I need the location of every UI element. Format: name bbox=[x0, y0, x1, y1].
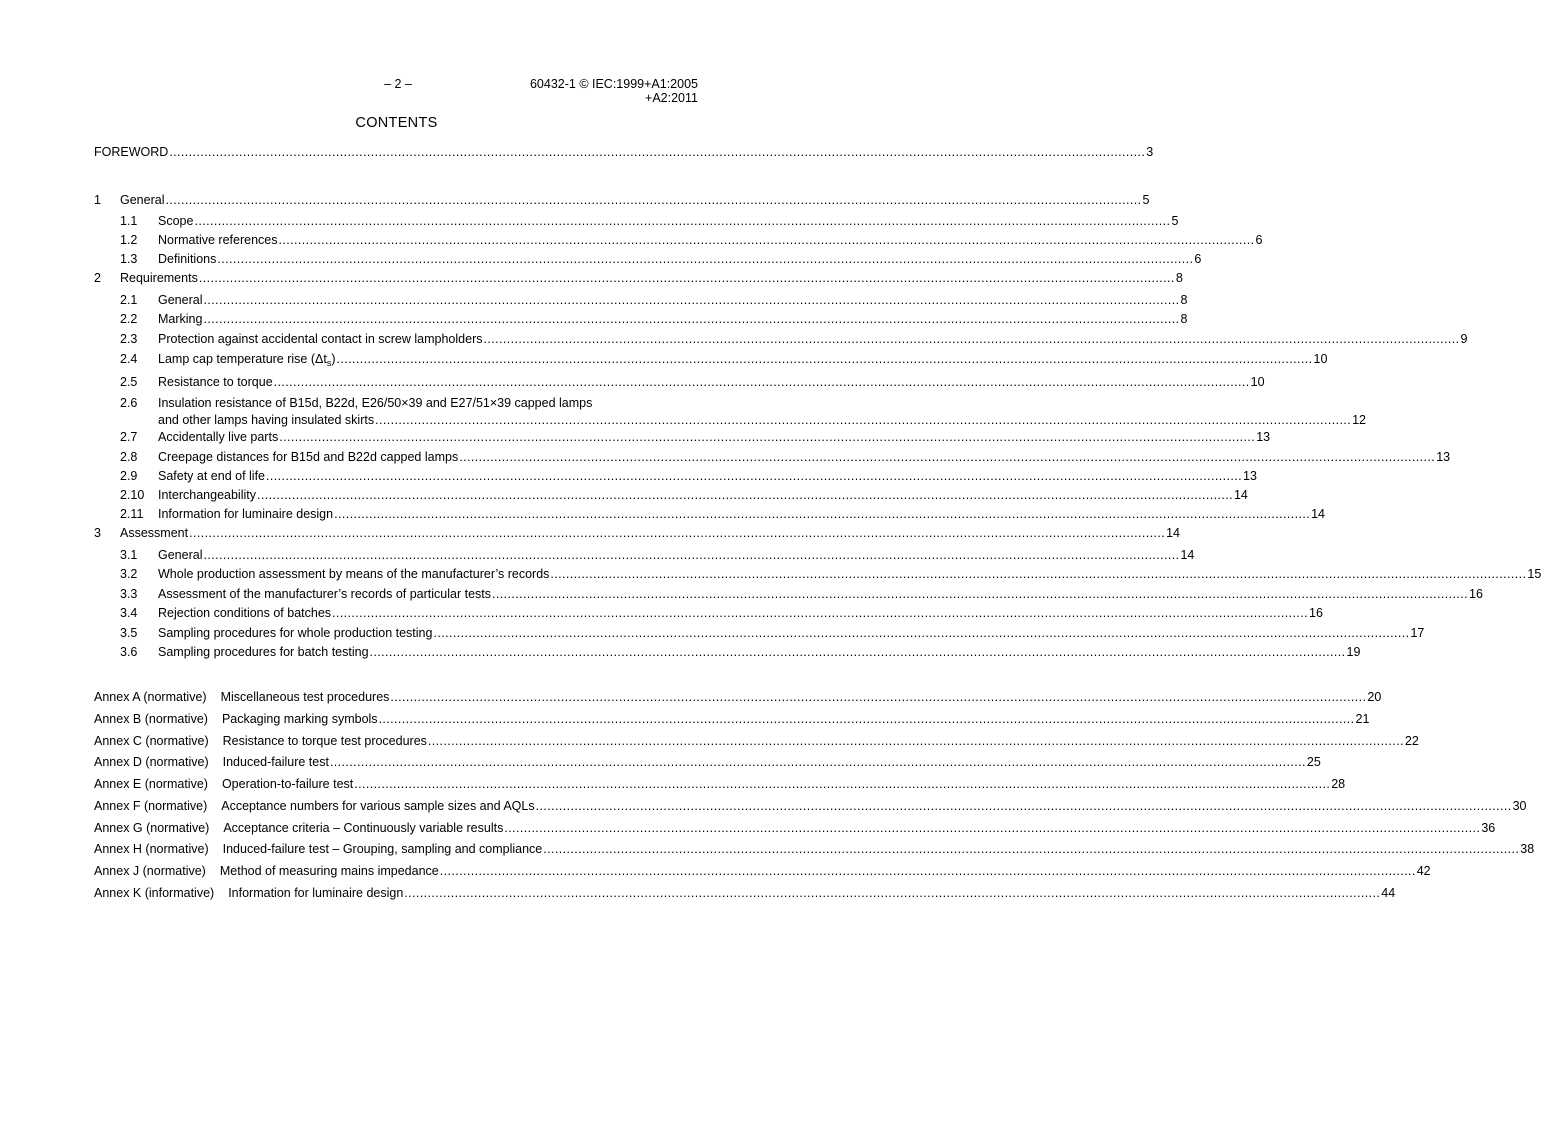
toc-entry-page: 14 bbox=[1233, 488, 1248, 502]
toc-entry-title-main: Lamp cap temperature rise (Δt bbox=[158, 352, 327, 366]
toc-leader-dots bbox=[274, 373, 1250, 392]
annex-label: Annex D (normative) bbox=[94, 755, 209, 769]
toc-entry-title: Miscellaneous test procedures bbox=[220, 690, 390, 704]
toc-entry-page: 13 bbox=[1256, 430, 1271, 444]
toc-entry-subsection[interactable] bbox=[94, 585, 1483, 604]
toc-entry-title: Insulation resistance of B15d, B22d, E26/50×39 and E27/51×39 capped lamps bbox=[158, 396, 593, 410]
toc-entry-page: 25 bbox=[1306, 755, 1321, 769]
toc-entry-page: 14 bbox=[1166, 526, 1180, 540]
toc-entry-title: Induced-failure test – Grouping, sampling and compliance bbox=[222, 842, 543, 856]
toc-entry-number: 2 bbox=[94, 271, 101, 285]
toc-entry-title: General bbox=[158, 548, 203, 562]
toc-leader-dots bbox=[165, 191, 1141, 210]
toc-entry-title: Assessment bbox=[120, 526, 189, 540]
toc-leader-dots bbox=[550, 565, 1526, 584]
toc-leader-dots bbox=[370, 643, 1346, 662]
toc-entry-number: 1 bbox=[94, 193, 101, 207]
toc-entry-number: 2.7 bbox=[120, 430, 138, 444]
standard-reference-line1: 60432-1 © IEC:1999+A1:2005 bbox=[529, 77, 698, 91]
annex-label: Annex C (normative) bbox=[94, 734, 209, 748]
toc-entry-title: Sampling procedures for whole production testing bbox=[158, 626, 433, 640]
toc-entry-annex[interactable] bbox=[94, 819, 1496, 838]
toc-entry-page: 10 bbox=[1250, 375, 1265, 389]
toc-entry-page: 44 bbox=[1381, 886, 1396, 900]
annex-label: Annex J (normative) bbox=[94, 864, 206, 878]
toc-entry-page: 19 bbox=[1346, 645, 1361, 659]
toc-leader-dots bbox=[459, 448, 1435, 467]
toc-entry-title: Definitions bbox=[158, 252, 217, 266]
toc-entry-title: Resistance to torque test procedures bbox=[222, 734, 427, 748]
toc-entry-foreword[interactable] bbox=[94, 143, 1154, 162]
toc-entry-page: 16 bbox=[1309, 606, 1323, 620]
toc-entry-annex[interactable] bbox=[94, 753, 1321, 772]
toc-entry-annex[interactable] bbox=[94, 732, 1419, 751]
toc-entry-number: 3.6 bbox=[120, 645, 138, 659]
toc-entry-number: 2.1 bbox=[120, 293, 138, 307]
toc-entry-subsection[interactable] bbox=[94, 291, 1188, 310]
toc-entry-subsection[interactable] bbox=[94, 604, 1323, 623]
toc-entry-title: Induced-failure test bbox=[222, 755, 329, 769]
toc-entry-annex[interactable] bbox=[94, 862, 1431, 881]
toc-entry-number: 1.3 bbox=[120, 252, 138, 266]
toc-entry-annex[interactable] bbox=[94, 797, 1527, 816]
toc-entry-title: Rejection conditions of batches bbox=[158, 606, 332, 620]
annex-label: Annex H (normative) bbox=[94, 842, 209, 856]
toc-entry-title: Protection against accidental contact in screw lampholders bbox=[158, 332, 483, 346]
annex-label: Annex G (normative) bbox=[94, 821, 210, 835]
toc-entry-section[interactable] bbox=[94, 269, 1183, 288]
toc-entry-title: Resistance to torque bbox=[158, 375, 273, 389]
toc-entry-title: Assessment of the manufacturer’s records of particular tests bbox=[158, 587, 492, 601]
toc-entry-title: Creepage distances for B15d and B22d capped lamps bbox=[158, 450, 459, 464]
toc-entry-page: 21 bbox=[1355, 712, 1370, 726]
toc-entry-title: Scope bbox=[158, 214, 194, 228]
toc-entry-number: 2.6 bbox=[120, 396, 138, 410]
annex-label: Annex K (informative) bbox=[94, 886, 215, 900]
toc-entry-page: 14 bbox=[1180, 548, 1195, 562]
toc-entry-page: 13 bbox=[1436, 450, 1451, 464]
toc-leader-dots bbox=[543, 840, 1519, 859]
toc-entry-title: Method of measuring mains impedance bbox=[219, 864, 439, 878]
toc-entry-number: 1.1 bbox=[120, 214, 138, 228]
toc-entry-subsection[interactable] bbox=[94, 250, 1202, 269]
toc-leader-dots bbox=[332, 604, 1308, 623]
toc-leader-dots bbox=[433, 624, 1409, 643]
toc-entry-number: 2.4 bbox=[120, 352, 138, 366]
toc-entry-subsection[interactable] bbox=[94, 505, 1325, 524]
toc-entry-number: 2.9 bbox=[120, 469, 138, 483]
toc-entry-title: Marking bbox=[158, 312, 203, 326]
annex-label: Annex F (normative) bbox=[94, 799, 208, 813]
toc-entry-page: 42 bbox=[1416, 864, 1431, 878]
toc-entry-title: Acceptance criteria – Continuously variable results bbox=[223, 821, 504, 835]
toc-entry-subsection[interactable] bbox=[94, 231, 1263, 250]
toc-entry-page: 10 bbox=[1313, 352, 1328, 366]
toc-entry-subsection[interactable] bbox=[94, 565, 1541, 584]
toc-leader-dots bbox=[440, 862, 1416, 881]
toc-entry-page: 22 bbox=[1404, 734, 1419, 748]
toc-leader-dots bbox=[194, 212, 1170, 231]
toc-entry-title: FOREWORD bbox=[94, 145, 169, 159]
toc-leader-dots bbox=[354, 775, 1330, 794]
toc-entry-number: 2.3 bbox=[120, 332, 138, 346]
toc-entry-subsection[interactable] bbox=[94, 448, 1451, 467]
toc-entry-number: 2.2 bbox=[120, 312, 138, 326]
toc-leader-dots bbox=[203, 546, 1179, 565]
annex-label: Annex E (normative) bbox=[94, 777, 208, 791]
toc-leader-dots bbox=[404, 884, 1380, 903]
toc-entry-title: Acceptance numbers for various sample sizes and AQLs bbox=[221, 799, 535, 813]
toc-leader-dots bbox=[266, 467, 1242, 486]
toc-entry-title: Operation-to-failure test bbox=[221, 777, 354, 791]
toc-entry-title: Safety at end of life bbox=[158, 469, 266, 483]
toc-entry-page: 6 bbox=[1255, 233, 1263, 247]
toc-entry-page: 16 bbox=[1469, 587, 1483, 601]
toc-leader-dots bbox=[334, 505, 1310, 524]
toc-entry-title: Normative references bbox=[158, 233, 278, 247]
toc-entry-title: Packaging marking symbols bbox=[221, 712, 378, 726]
toc-entry-page: 38 bbox=[1520, 842, 1535, 856]
toc-entry-number: 2.8 bbox=[120, 450, 138, 464]
toc-entry-annex[interactable] bbox=[94, 840, 1535, 859]
toc-entry-page: 17 bbox=[1410, 626, 1425, 640]
toc-leader-dots bbox=[279, 231, 1255, 250]
toc-entry-page: 5 bbox=[1171, 214, 1179, 228]
toc-entry-page: 9 bbox=[1460, 332, 1468, 346]
toc-entry-subsection[interactable] bbox=[94, 546, 1195, 565]
toc-entry-title-end: ) bbox=[331, 352, 336, 366]
toc-entry-number: 3.4 bbox=[120, 606, 138, 620]
toc-entry-page: 6 bbox=[1194, 252, 1202, 266]
standard-reference bbox=[530, 77, 698, 105]
toc-leader-dots bbox=[330, 753, 1306, 772]
toc-entry-title: General bbox=[158, 293, 203, 307]
toc-entry-subsection[interactable] bbox=[94, 350, 1328, 369]
toc-entry-page: 28 bbox=[1331, 777, 1346, 791]
toc-leader-dots bbox=[257, 486, 1233, 505]
standard-reference-line2: +A2:2011 bbox=[645, 91, 698, 105]
toc-leader-dots bbox=[217, 250, 1193, 269]
toc-entry-annex[interactable] bbox=[94, 884, 1396, 903]
toc-leader-dots bbox=[375, 413, 1351, 428]
toc-leader-dots bbox=[504, 819, 1480, 838]
toc-entry-subsection[interactable] bbox=[94, 373, 1265, 392]
toc-entry-page: 5 bbox=[1142, 193, 1150, 207]
annex-label: Annex A (normative) bbox=[94, 690, 207, 704]
toc-entry-subscript: s bbox=[326, 358, 332, 368]
toc-leader-dots bbox=[203, 310, 1179, 329]
toc-entry-number: 3.3 bbox=[120, 587, 138, 601]
toc-entry-subsection[interactable] bbox=[94, 486, 1248, 505]
toc-entry-page: 20 bbox=[1367, 690, 1382, 704]
toc-entry-page: 30 bbox=[1512, 799, 1527, 813]
toc-leader-dots bbox=[169, 143, 1145, 162]
toc-entry-number: 2.11 bbox=[120, 507, 144, 521]
toc-leader-dots bbox=[379, 710, 1355, 729]
toc-entry-annex[interactable] bbox=[94, 775, 1346, 794]
toc-entry-subsection[interactable] bbox=[94, 330, 1468, 349]
toc-entry-title-continued: and other lamps having insulated skirts bbox=[158, 413, 375, 427]
toc-leader-dots bbox=[337, 350, 1313, 369]
toc-entry-number: 3.1 bbox=[120, 548, 138, 562]
toc-leader-dots bbox=[203, 291, 1179, 310]
toc-leader-dots bbox=[428, 732, 1404, 751]
toc-entry-subsection[interactable] bbox=[94, 396, 1366, 428]
toc-entry-section[interactable] bbox=[94, 191, 1150, 210]
toc-entry-page: 8 bbox=[1175, 271, 1183, 285]
toc-leader-dots bbox=[536, 797, 1512, 816]
toc-entry-title: Whole production assessment by means of the manufacturer’s records bbox=[158, 567, 550, 581]
page-number: – 2 – bbox=[384, 77, 412, 91]
toc-entry-page: 15 bbox=[1527, 567, 1541, 581]
toc-entry-title: Information for luminaire design bbox=[228, 886, 404, 900]
toc-leader-dots bbox=[199, 269, 1175, 288]
toc-entry-title: Sampling procedures for batch testing bbox=[158, 645, 369, 659]
toc-entry-title bbox=[158, 350, 336, 370]
toc-leader-dots bbox=[390, 688, 1366, 707]
toc-leader-dots bbox=[279, 428, 1255, 447]
page-title: CONTENTS bbox=[355, 115, 438, 131]
annex-label: Annex B (normative) bbox=[94, 712, 208, 726]
toc-entry-page: 3 bbox=[1146, 145, 1154, 159]
toc-entry-number: 3 bbox=[94, 526, 101, 540]
toc-entry-section[interactable] bbox=[94, 524, 1180, 543]
toc-entry-subsection[interactable] bbox=[94, 467, 1257, 486]
toc-entry-number: 2.5 bbox=[120, 375, 138, 389]
toc-entry-annex[interactable] bbox=[94, 688, 1382, 707]
toc-entry-page: 14 bbox=[1311, 507, 1325, 521]
toc-entry-subsection[interactable] bbox=[94, 624, 1425, 643]
toc-entry-page: 8 bbox=[1180, 293, 1188, 307]
toc-entry-title: Accidentally live parts bbox=[158, 430, 279, 444]
toc-entry-page: 12 bbox=[1352, 413, 1366, 427]
toc-entry-number: 3.2 bbox=[120, 567, 138, 581]
toc-entry-page: 13 bbox=[1243, 469, 1257, 483]
toc-entry-page: 8 bbox=[1180, 312, 1188, 326]
toc-entry-subsection[interactable] bbox=[94, 212, 1179, 231]
toc-entry-number: 3.5 bbox=[120, 626, 138, 640]
toc-entry-annex[interactable] bbox=[94, 710, 1370, 729]
toc-entry-title: Information for luminaire design bbox=[158, 507, 334, 521]
toc-leader-dots bbox=[483, 330, 1459, 349]
toc-entry-title: Interchangeability bbox=[158, 488, 256, 502]
toc-leader-dots bbox=[189, 524, 1165, 543]
toc-entry-page: 36 bbox=[1481, 821, 1496, 835]
toc-entry-subsection[interactable] bbox=[94, 428, 1271, 447]
toc-entry-title: Requirements bbox=[120, 271, 198, 285]
toc-entry-title: General bbox=[120, 193, 165, 207]
toc-entry-subsection[interactable] bbox=[94, 310, 1188, 329]
toc-entry-number: 1.2 bbox=[120, 233, 138, 247]
toc-entry-subsection[interactable] bbox=[94, 643, 1361, 662]
toc-leader-dots bbox=[492, 585, 1468, 604]
toc-entry-number: 2.10 bbox=[120, 488, 145, 502]
